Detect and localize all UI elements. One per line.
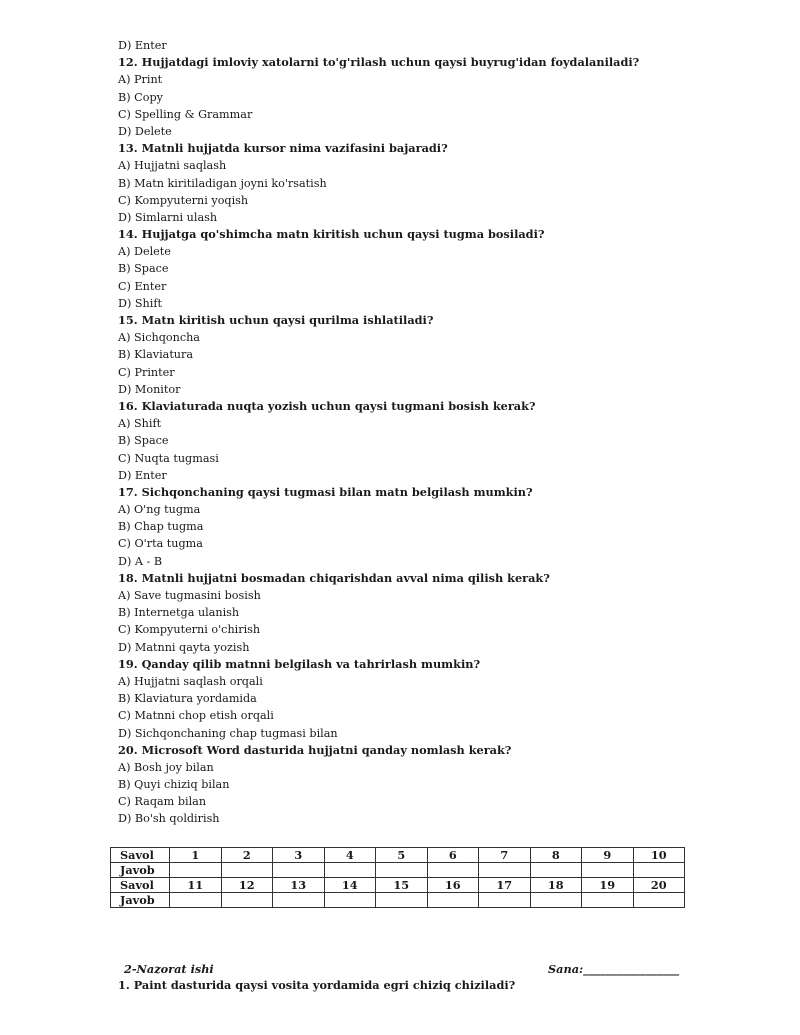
answer-option: C) Nuqta tugmasi bbox=[118, 451, 219, 465]
answer-option: B) Quyi chiziq bilan bbox=[118, 778, 230, 792]
answer-option: C) Kompyuterni yoqish bbox=[118, 193, 249, 207]
answer-option: A) O'ng tugma bbox=[118, 503, 201, 517]
questions-list bbox=[118, 37, 718, 828]
answer-table-answer-row bbox=[111, 863, 685, 878]
question-text: 20. Microsoft Word dasturida hujjatni qanday nomlash kerak? bbox=[118, 742, 512, 757]
answer-cell bbox=[376, 863, 428, 878]
question-text: 17. Sichqonchaning qaysi tugmasi bilan matn belgilash mumkin? bbox=[118, 484, 533, 499]
answer-cell bbox=[479, 893, 531, 908]
answer-option: B) Space bbox=[118, 434, 169, 448]
question-number-cell: 5 bbox=[376, 848, 428, 863]
date-field: Sana:_________________ bbox=[548, 962, 680, 976]
question-text: 15. Matn kiritish uchun qaysi qurilma ishlatiladi? bbox=[118, 313, 434, 327]
savol-label: Savol bbox=[111, 848, 170, 863]
question-number-cell: 6 bbox=[427, 848, 479, 863]
answer-option: A) Bosh joy bilan bbox=[118, 760, 214, 774]
answer-option: B) Klaviatura yordamida bbox=[118, 692, 257, 706]
answer-cell bbox=[530, 863, 582, 878]
question-number-cell: 2 bbox=[221, 848, 273, 863]
answer-option: D) Bo'sh qoldirish bbox=[118, 812, 220, 826]
answer-cell bbox=[170, 893, 222, 908]
answer-cell bbox=[582, 863, 634, 878]
answer-cell bbox=[530, 893, 582, 908]
javob-label: Javob bbox=[111, 863, 170, 878]
answer-option: D) Monitor bbox=[118, 382, 181, 396]
question-number-cell: 9 bbox=[582, 848, 634, 863]
answer-table-question-row bbox=[111, 848, 685, 863]
answer-option: B) Copy bbox=[118, 90, 163, 104]
answer-table-answer-row bbox=[111, 893, 685, 908]
answer-option: B) Chap tugma bbox=[118, 520, 204, 534]
answer-cell bbox=[479, 863, 531, 878]
answer-option: D) Sichqonchaning chap tugmasi bilan bbox=[118, 726, 338, 740]
question-number-cell: 14 bbox=[324, 878, 376, 893]
answer-option: C) Matnni chop etish orqali bbox=[118, 709, 274, 723]
answer-cell bbox=[633, 893, 685, 908]
answer-option: D) Delete bbox=[118, 124, 172, 138]
answer-option: B) Matn kiritiladigan joyni ko'rsatish bbox=[118, 176, 327, 190]
question-text: 14. Hujjatga qo'shimcha matn kiritish uchun qaysi tugma bosiladi? bbox=[118, 227, 545, 242]
answer-cell bbox=[633, 863, 685, 878]
answer-cell bbox=[324, 893, 376, 908]
answer-option: A) Shift bbox=[118, 417, 162, 431]
question-number-cell: 7 bbox=[479, 848, 531, 863]
answer-option: B) Internetga ulanish bbox=[118, 606, 240, 620]
answer-cell bbox=[376, 893, 428, 908]
answer-option: C) Raqam bilan bbox=[118, 795, 207, 809]
javob-label: Javob bbox=[111, 893, 170, 908]
answer-option: C) Printer bbox=[118, 365, 175, 379]
question-number-cell: 12 bbox=[221, 878, 273, 893]
question-text: 19. Qanday qilib matnni belgilash va tahrirlash mumkin? bbox=[118, 656, 481, 671]
question-number-cell: 10 bbox=[633, 848, 685, 863]
answer-cell bbox=[427, 893, 479, 908]
question-text: 12. Hujjatdagi imloviy xatolarni to'g'rilash uchun qaysi buyrug'idan foydalaniladi? bbox=[118, 55, 640, 70]
question-number-cell: 4 bbox=[324, 848, 376, 863]
answer-option: D) Enter bbox=[118, 468, 167, 482]
savol-label: Savol bbox=[111, 878, 170, 893]
next-question: 1. Paint dasturida qaysi vosita yordamida egri chiziq chiziladi? bbox=[118, 978, 516, 992]
answer-option: B) Space bbox=[118, 262, 169, 276]
answer-option: C) Spelling & Grammar bbox=[118, 107, 253, 121]
question-text: 16. Klaviaturada nuqta yozish uchun qaysi tugmani bosish kerak? bbox=[118, 398, 536, 413]
question-number-cell: 15 bbox=[376, 878, 428, 893]
question-text: 18. Matnli hujjatni bosmadan chiqarishdan avval nima qilish kerak? bbox=[118, 570, 550, 585]
question-number-cell: 17 bbox=[479, 878, 531, 893]
question-number-cell: 13 bbox=[273, 878, 325, 893]
answer-cell bbox=[170, 863, 222, 878]
answer-option: C) O'rta tugma bbox=[118, 537, 203, 551]
answer-option: D) Matnni qayta yozish bbox=[118, 640, 250, 654]
question-number-cell: 19 bbox=[582, 878, 634, 893]
question-number-cell: 20 bbox=[633, 878, 685, 893]
answer-option: A) Hujjatni saqlash orqali bbox=[118, 674, 263, 688]
answer-option: D) Simlarni ulash bbox=[118, 210, 218, 224]
question-text: 13. Matnli hujjatda kursor nima vazifasini bajaradi? bbox=[118, 141, 448, 156]
answer-table bbox=[110, 847, 685, 908]
answer-option: D) A - B bbox=[118, 554, 163, 568]
answer-cell bbox=[273, 893, 325, 908]
answer-cell bbox=[273, 863, 325, 878]
section-title: 2-Nazorat ishi bbox=[124, 962, 214, 976]
answer-option: D) Shift bbox=[118, 296, 162, 310]
answer-cell bbox=[324, 863, 376, 878]
question-number-cell: 1 bbox=[170, 848, 222, 863]
question-number-cell: 3 bbox=[273, 848, 325, 863]
answer-option: C) Enter bbox=[118, 279, 167, 293]
question-number-cell: 18 bbox=[530, 878, 582, 893]
answer-option: A) Delete bbox=[118, 245, 171, 259]
question-number-cell: 16 bbox=[427, 878, 479, 893]
answer-cell bbox=[221, 893, 273, 908]
question-number-cell: 11 bbox=[170, 878, 222, 893]
answer-option: A) Save tugmasini bosish bbox=[118, 589, 261, 602]
question-number-cell: 8 bbox=[530, 848, 582, 863]
answer-option: B) Klaviatura bbox=[118, 348, 194, 362]
answer-table-question-row bbox=[111, 878, 685, 893]
answer-option: D) Enter bbox=[118, 39, 167, 52]
answer-cell bbox=[582, 893, 634, 908]
answer-cell bbox=[427, 863, 479, 878]
answer-option: A) Sichqoncha bbox=[118, 331, 200, 345]
answer-cell bbox=[221, 863, 273, 878]
answer-option: A) Hujjatni saqlash bbox=[118, 159, 227, 173]
answer-option: C) Kompyuterni o'chirish bbox=[118, 623, 261, 637]
answer-option: A) Print bbox=[118, 73, 163, 87]
